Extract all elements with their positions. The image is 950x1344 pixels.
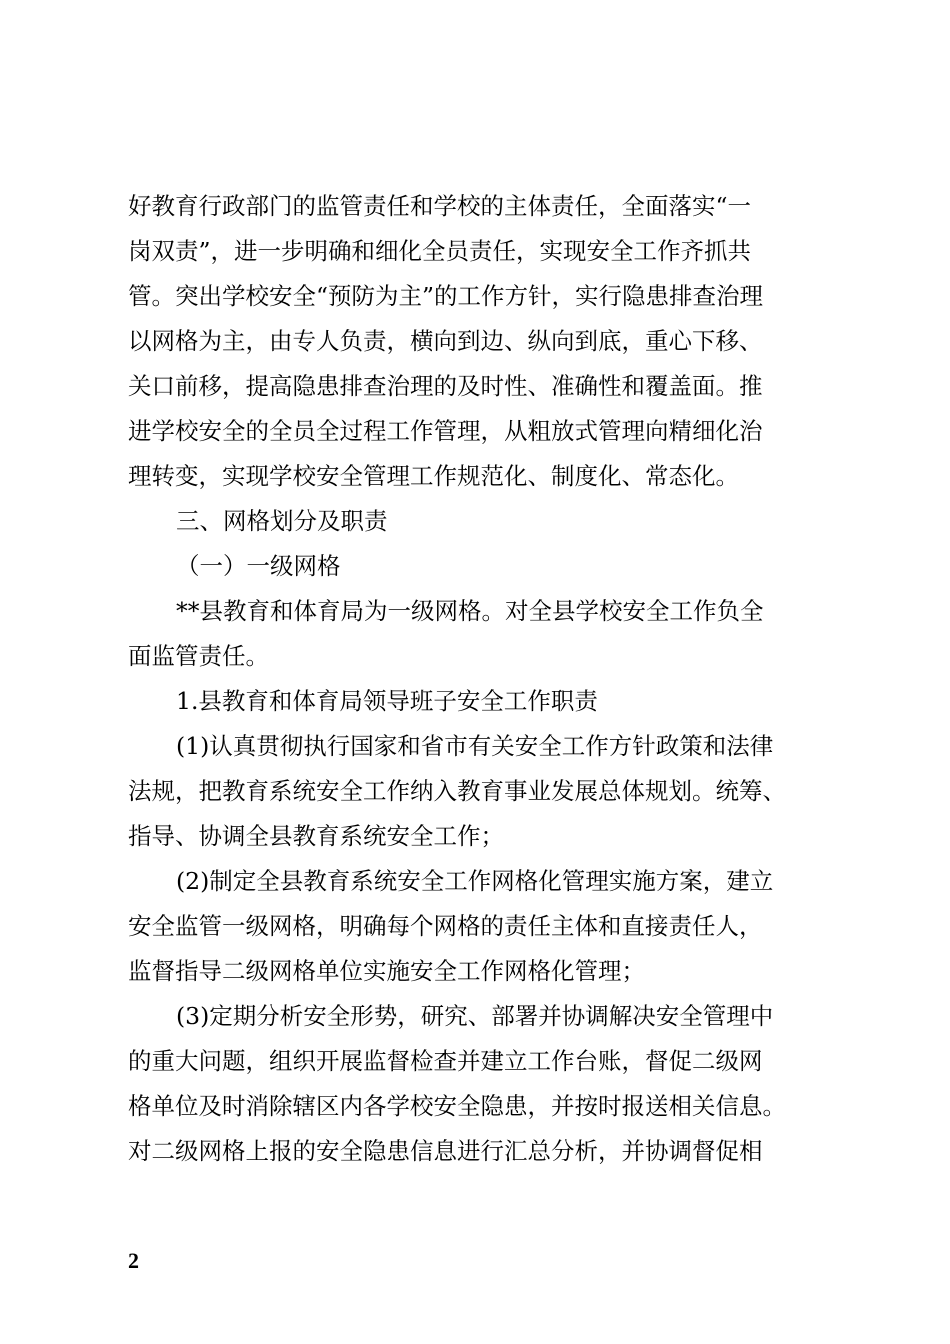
body-text-line: 的重大问题，组织开展监督检查并建立工作台账，督促二级网 (128, 1047, 763, 1075)
body-text-line: **县教育和体育局为一级网格。对全县学校安全工作负全 (176, 597, 764, 625)
body-text-line: 面监管责任。 (128, 642, 269, 670)
page-number: 2 (128, 1248, 139, 1273)
body-text-line: 指导、协调全县教育系统安全工作； (128, 822, 504, 850)
body-text-line: 安全监管一级网格，明确每个网格的责任主体和直接责任人， (128, 912, 763, 940)
section-heading: 三、网格划分及职责 (176, 507, 388, 535)
body-text-line: 以网格为主，由专人负责，横向到边、纵向到底，重心下移、 (128, 327, 763, 355)
item-heading: 1.县教育和体育局领导班子安全工作职责 (176, 687, 598, 715)
subsection-heading: （一）一级网格 (176, 552, 341, 580)
body-text-line: 法规，把教育系统安全工作纳入教育事业发展总体规划。统筹、 (128, 777, 786, 805)
body-text-line: 对二级网格上报的安全隐患信息进行汇总分析，并协调督促相 (128, 1137, 763, 1165)
body-text-line: 好教育行政部门的监管责任和学校的主体责任，全面落实“一 (128, 192, 752, 220)
body-text-line: 格单位及时消除辖区内各学校安全隐患，并按时报送相关信息。 (128, 1092, 786, 1120)
body-text-line: 管。突出学校安全“预防为主”的工作方针，实行隐患排查治理 (128, 282, 764, 310)
body-text-line: 监督指导二级网格单位实施安全工作网格化管理； (128, 957, 645, 985)
body-text-line: 进学校安全的全员全过程工作管理，从粗放式管理向精细化治 (128, 417, 763, 445)
body-text-line: 理转变，实现学校安全管理工作规范化、制度化、常态化。 (128, 462, 739, 490)
body-text-line: (3)定期分析安全形势，研究、部署并协调解决安全管理中 (176, 1002, 774, 1030)
body-text-line: (1)认真贯彻执行国家和省市有关安全工作方针政策和法律 (176, 732, 774, 760)
body-text-line: (2)制定全县教育系统安全工作网格化管理实施方案，建立 (176, 867, 774, 895)
body-text-line: 关口前移，提高隐患排查治理的及时性、准确性和覆盖面。推 (128, 372, 763, 400)
body-text-line: 岗双责”，进一步明确和细化全员责任，实现安全工作齐抓共 (128, 237, 752, 265)
